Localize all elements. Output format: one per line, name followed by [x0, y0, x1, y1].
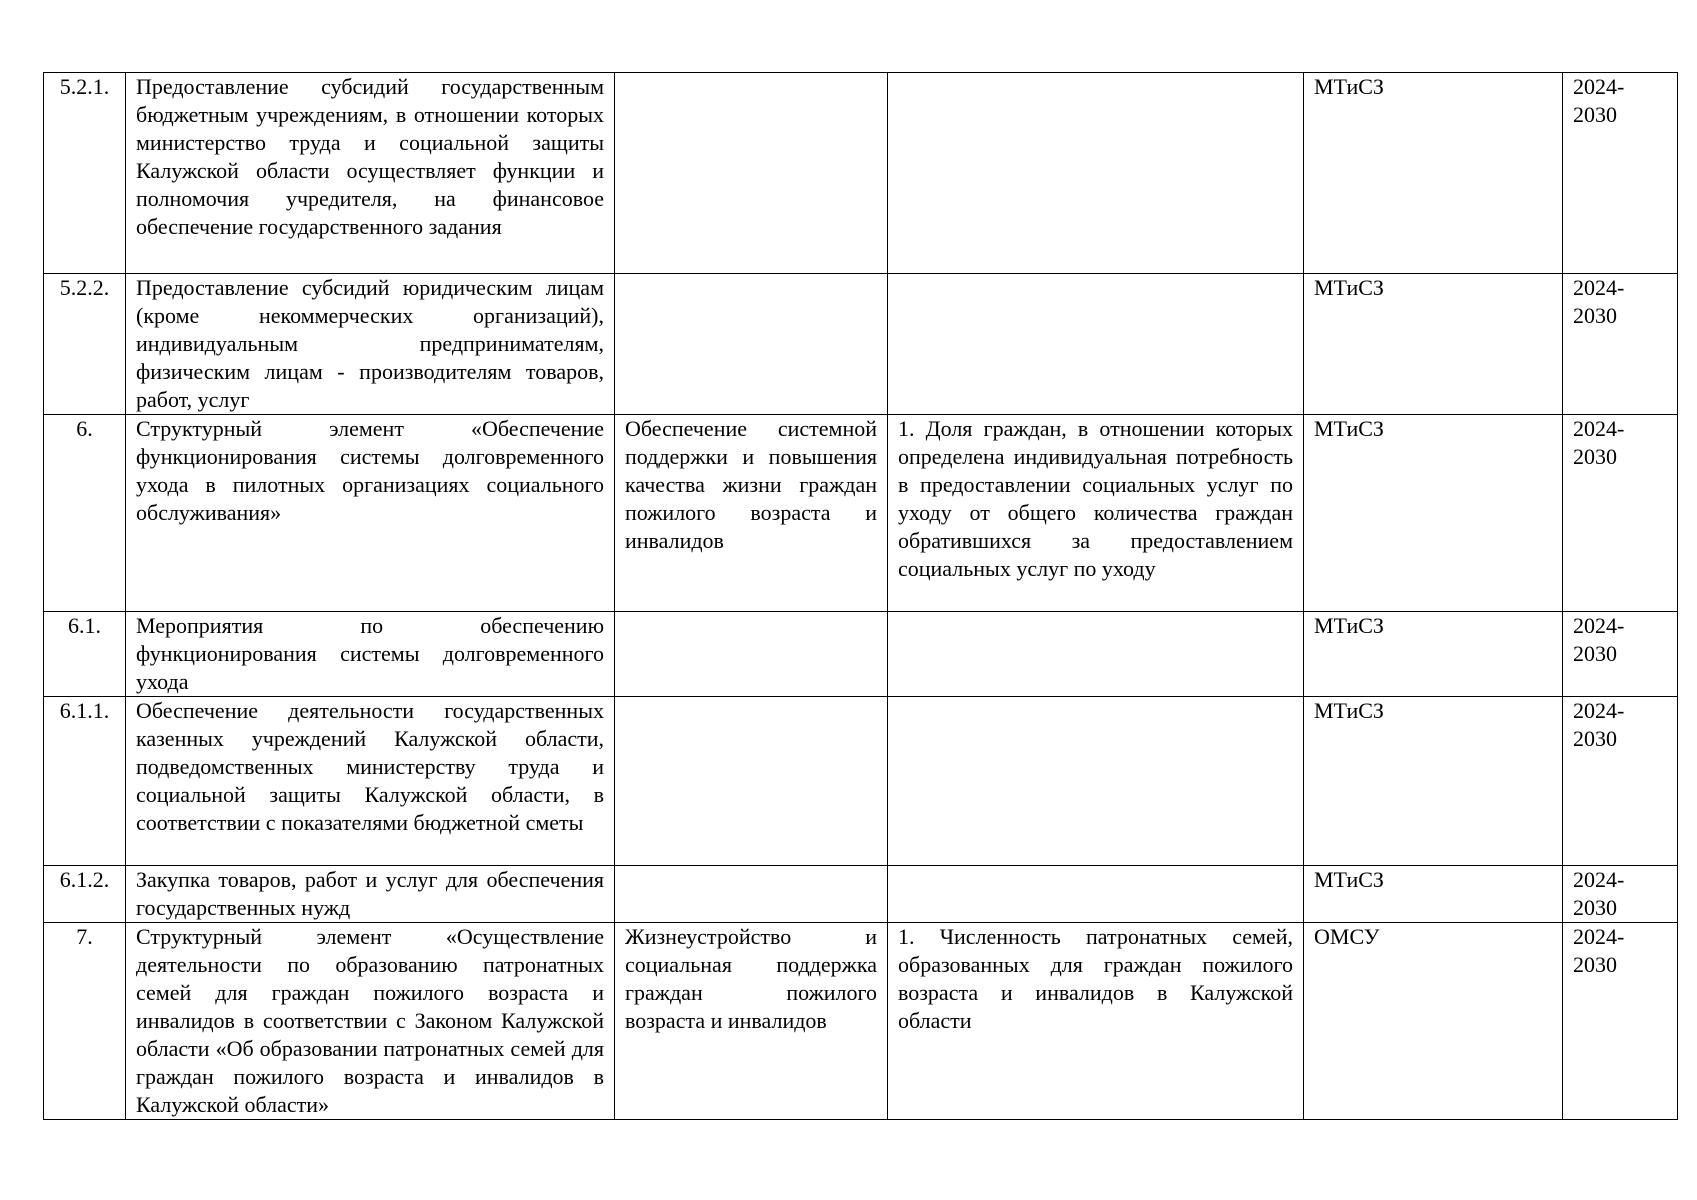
executor-cell: ОМСУ — [1304, 923, 1563, 1120]
measure-name: Структурный элемент «Осуществление деятельности по образованию патронатных семей для граждан пожилого возраста и инвалидов в соответствии с Законом Калужской области «Об образовании патронатных семей для граждан пожилого возраста и инвалидов в Калужской области» — [126, 923, 615, 1120]
table-row — [44, 73, 1678, 274]
period-cell — [1563, 415, 1678, 612]
period-end: 2030 — [1573, 726, 1617, 751]
period-cell — [1563, 612, 1678, 697]
period-start: 2024- — [1573, 613, 1625, 638]
executor-cell: МТиСЗ — [1304, 415, 1563, 612]
indicator-cell — [888, 73, 1304, 274]
period-end: 2030 — [1573, 102, 1617, 127]
table-row — [44, 697, 1678, 866]
row-number: 6.1.1. — [44, 697, 126, 866]
indicator-cell — [888, 697, 1304, 866]
period-end: 2030 — [1573, 952, 1617, 977]
period-start: 2024- — [1573, 698, 1625, 723]
indicator-cell — [888, 612, 1304, 697]
period-cell — [1563, 73, 1678, 274]
table-row — [44, 866, 1678, 923]
row-number: 5.2.1. — [44, 73, 126, 274]
period-start: 2024- — [1573, 924, 1625, 949]
measure-name: Обеспечение деятельности государственных казенных учреждений Калужской области, подведомственных министерству труда и социальной защиты Калужской области, в соответствии с показателями бюджетной сметы — [126, 697, 615, 866]
task-cell — [615, 274, 888, 415]
indicator-cell: 1. Численность патронатных семей, образованных для граждан пожилого возраста и инвалидов в Калужской области — [888, 923, 1304, 1120]
table-row — [44, 612, 1678, 697]
table-row — [44, 274, 1678, 415]
task-cell — [615, 612, 888, 697]
period-end: 2030 — [1573, 895, 1617, 920]
program-table — [43, 72, 1678, 1120]
table-row — [44, 415, 1678, 612]
executor-cell: МТиСЗ — [1304, 274, 1563, 415]
table-row — [44, 923, 1678, 1120]
measure-name: Предоставление субсидий юридическим лицам (кроме некоммерческих организаций), индивидуальным предпринимателям, физическим лицам - производителям товаров, работ, услуг — [126, 274, 615, 415]
measure-name: Мероприятия по обеспечению функционирования системы долговременного ухода — [126, 612, 615, 697]
period-end: 2030 — [1573, 303, 1617, 328]
indicator-cell — [888, 866, 1304, 923]
period-start: 2024- — [1573, 275, 1625, 300]
period-end: 2030 — [1573, 641, 1617, 666]
executor-cell: МТиСЗ — [1304, 866, 1563, 923]
period-cell — [1563, 697, 1678, 866]
executor-cell: МТиСЗ — [1304, 73, 1563, 274]
executor-cell: МТиСЗ — [1304, 697, 1563, 866]
indicator-cell: 1. Доля граждан, в отношении которых определена индивидуальная потребность в предоставлении социальных услуг по уходу от общего количества граждан обратившихся за предоставлением социальных услуг по уходу — [888, 415, 1304, 612]
period-cell — [1563, 866, 1678, 923]
row-number: 6. — [44, 415, 126, 612]
row-number: 5.2.2. — [44, 274, 126, 415]
period-start: 2024- — [1573, 867, 1625, 892]
task-cell: Жизнеустройство и социальная поддержка граждан пожилого возраста и инвалидов — [615, 923, 888, 1120]
task-cell — [615, 73, 888, 274]
task-cell: Обеспечение системной поддержки и повышения качества жизни граждан пожилого возраста и инвалидов — [615, 415, 888, 612]
period-start: 2024- — [1573, 74, 1625, 99]
period-cell — [1563, 923, 1678, 1120]
task-cell — [615, 697, 888, 866]
task-cell — [615, 866, 888, 923]
row-number: 6.1.2. — [44, 866, 126, 923]
executor-cell: МТиСЗ — [1304, 612, 1563, 697]
row-number: 7. — [44, 923, 126, 1120]
indicator-cell — [888, 274, 1304, 415]
row-number: 6.1. — [44, 612, 126, 697]
measure-name: Предоставление субсидий государственным бюджетным учреждениям, в отношении которых министерство труда и социальной защиты Калужской области осуществляет функции и полномочия учредителя, на финансовое обеспечение государственного задания — [126, 73, 615, 274]
period-end: 2030 — [1573, 444, 1617, 469]
measure-name: Структурный элемент «Обеспечение функционирования системы долговременного ухода в пилотных организациях социального обслуживания» — [126, 415, 615, 612]
period-cell — [1563, 274, 1678, 415]
measure-name: Закупка товаров, работ и услуг для обеспечения государственных нужд — [126, 866, 615, 923]
period-start: 2024- — [1573, 416, 1625, 441]
